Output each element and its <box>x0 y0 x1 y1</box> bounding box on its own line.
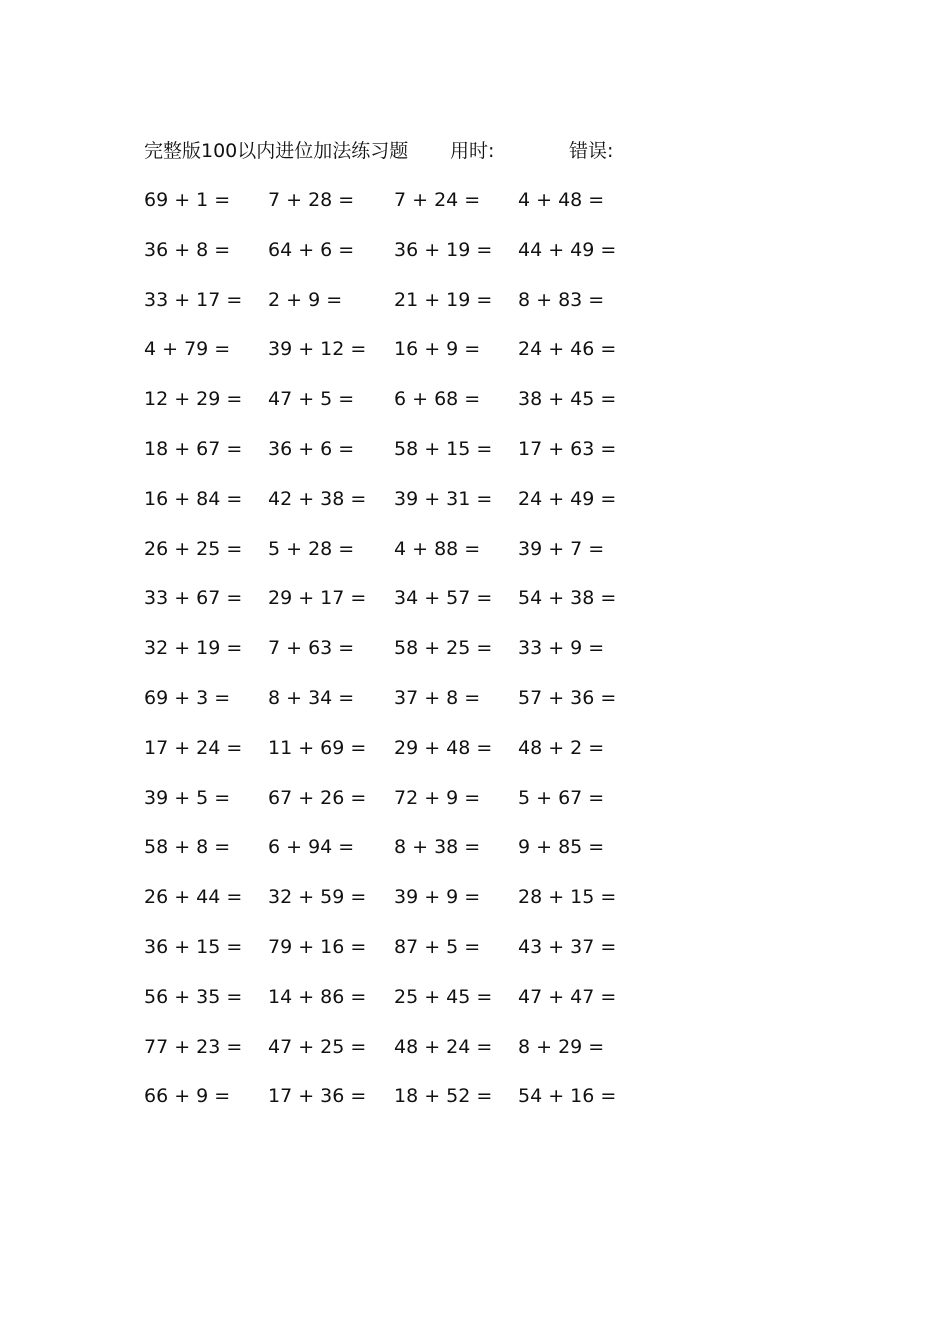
addition-problem: 24 + 46 = <box>518 338 617 361</box>
addition-problem: 64 + 6 = <box>268 238 355 261</box>
addition-problem: 16 + 9 = <box>394 338 481 361</box>
problem-row <box>144 533 664 583</box>
addition-problem: 36 + 15 = <box>144 935 243 958</box>
addition-problem: 39 + 7 = <box>518 537 605 560</box>
addition-problem: 8 + 29 = <box>518 1035 605 1058</box>
addition-problem: 43 + 37 = <box>518 935 617 958</box>
addition-problem: 11 + 69 = <box>268 736 367 759</box>
problem-row <box>144 582 664 632</box>
addition-problem: 39 + 12 = <box>268 338 367 361</box>
addition-problem: 32 + 59 = <box>268 886 367 909</box>
addition-problem: 42 + 38 = <box>268 487 367 510</box>
worksheet-title: 完整版100以内进位加法练习题 <box>144 140 409 162</box>
addition-problem: 5 + 67 = <box>518 786 605 809</box>
addition-problem: 7 + 28 = <box>268 189 355 211</box>
problem-row <box>144 383 664 433</box>
addition-problem: 39 + 31 = <box>394 487 493 510</box>
problem-row <box>144 333 664 383</box>
problem-row <box>144 234 664 284</box>
addition-problem: 16 + 84 = <box>144 487 243 510</box>
addition-problem: 5 + 28 = <box>268 537 355 560</box>
addition-problem: 7 + 63 = <box>268 637 355 660</box>
addition-problem: 33 + 67 = <box>144 587 243 610</box>
addition-problem: 6 + 68 = <box>394 388 481 411</box>
addition-problem: 48 + 2 = <box>518 736 605 759</box>
addition-problem: 38 + 45 = <box>518 388 617 411</box>
addition-problem: 36 + 8 = <box>144 238 231 261</box>
addition-problem: 39 + 5 = <box>144 786 231 809</box>
addition-problem: 47 + 47 = <box>518 985 617 1008</box>
addition-problem: 25 + 45 = <box>394 985 493 1008</box>
problem-row <box>144 1080 664 1130</box>
addition-problem: 77 + 23 = <box>144 1035 243 1058</box>
addition-problem: 28 + 15 = <box>518 886 617 909</box>
addition-problem: 58 + 15 = <box>394 437 493 460</box>
addition-problem: 8 + 34 = <box>268 686 355 709</box>
addition-problem: 32 + 19 = <box>144 637 243 660</box>
addition-problem: 18 + 67 = <box>144 437 243 460</box>
addition-problem: 69 + 1 = <box>144 189 231 211</box>
addition-problem: 54 + 38 = <box>518 587 617 610</box>
problem-row <box>144 782 664 832</box>
addition-problem: 56 + 35 = <box>144 985 243 1008</box>
problem-row <box>144 284 664 334</box>
problem-row <box>144 831 664 881</box>
addition-problem: 66 + 9 = <box>144 1085 231 1108</box>
addition-problem: 48 + 24 = <box>394 1035 493 1058</box>
addition-problem: 17 + 36 = <box>268 1085 367 1108</box>
addition-problem: 26 + 25 = <box>144 537 243 560</box>
addition-problem: 54 + 16 = <box>518 1085 617 1108</box>
addition-problem: 39 + 9 = <box>394 886 481 909</box>
worksheet-header <box>144 136 704 166</box>
addition-problem: 18 + 52 = <box>394 1085 493 1108</box>
problem-row <box>144 732 664 782</box>
addition-problem: 29 + 48 = <box>394 736 493 759</box>
addition-problem: 17 + 24 = <box>144 736 243 759</box>
addition-problem: 47 + 25 = <box>268 1035 367 1058</box>
addition-problem: 37 + 8 = <box>394 686 481 709</box>
addition-problem: 9 + 85 = <box>518 836 605 859</box>
problem-row <box>144 682 664 732</box>
addition-problem: 8 + 83 = <box>518 288 605 311</box>
problem-row <box>144 632 664 682</box>
addition-problem: 36 + 19 = <box>394 238 493 261</box>
addition-problem: 21 + 19 = <box>394 288 493 311</box>
problem-grid <box>144 184 664 1130</box>
problem-row <box>144 483 664 533</box>
addition-problem: 33 + 17 = <box>144 288 243 311</box>
problem-row <box>144 931 664 981</box>
addition-problem: 24 + 49 = <box>518 487 617 510</box>
addition-problem: 7 + 24 = <box>394 189 481 211</box>
addition-problem: 34 + 57 = <box>394 587 493 610</box>
addition-problem: 26 + 44 = <box>144 886 243 909</box>
addition-problem: 79 + 16 = <box>268 935 367 958</box>
addition-problem: 6 + 94 = <box>268 836 355 859</box>
problem-row <box>144 433 664 483</box>
addition-problem: 72 + 9 = <box>394 786 481 809</box>
addition-problem: 14 + 86 = <box>268 985 367 1008</box>
addition-problem: 4 + 48 = <box>518 189 605 211</box>
problem-row <box>144 1031 664 1081</box>
addition-problem: 17 + 63 = <box>518 437 617 460</box>
addition-problem: 36 + 6 = <box>268 437 355 460</box>
addition-problem: 67 + 26 = <box>268 786 367 809</box>
problem-row <box>144 881 664 931</box>
addition-problem: 4 + 88 = <box>394 537 481 560</box>
addition-problem: 33 + 9 = <box>518 637 605 660</box>
problem-row <box>144 981 664 1031</box>
addition-problem: 69 + 3 = <box>144 686 231 709</box>
addition-problem: 87 + 5 = <box>394 935 481 958</box>
addition-problem: 2 + 9 = <box>268 288 343 311</box>
addition-problem: 4 + 79 = <box>144 338 231 361</box>
addition-problem: 58 + 25 = <box>394 637 493 660</box>
addition-problem: 57 + 36 = <box>518 686 617 709</box>
addition-problem: 12 + 29 = <box>144 388 243 411</box>
addition-problem: 44 + 49 = <box>518 238 617 261</box>
time-used-label: 用时: <box>450 140 495 162</box>
errors-label: 错误: <box>569 140 614 162</box>
addition-problem: 8 + 38 = <box>394 836 481 859</box>
addition-problem: 29 + 17 = <box>268 587 367 610</box>
addition-problem: 58 + 8 = <box>144 836 231 859</box>
problem-row <box>144 184 664 234</box>
addition-problem: 47 + 5 = <box>268 388 355 411</box>
